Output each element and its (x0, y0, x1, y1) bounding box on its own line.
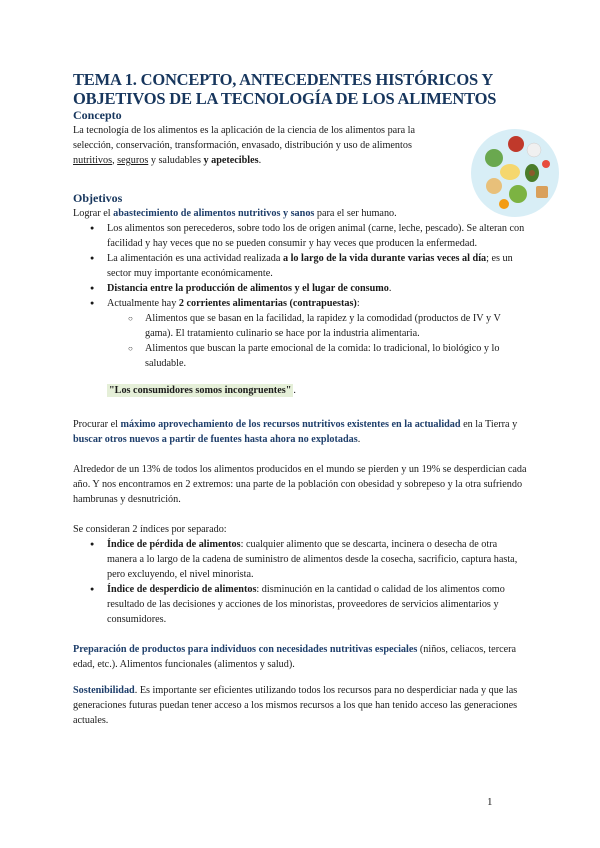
concepto-heading: Concepto (73, 108, 122, 122)
list-item: ● Actualmente hay 2 corrientes alimentarias (contrapuestas): ○ Alimentos que se basan en la facilidad, la rapidez y la comodidad (productos de IV y V gama). El tratamiento culinario se hace por la industria alimentaria. ○ Alimentos que buscan la parte emocional de la comida: lo tradicional, lo biológico y lo saludable. (73, 296, 528, 371)
document-page (73, 70, 528, 728)
list-item: ● Índice de desperdicio de alimentos: disminución en la cantidad o calidad de los alimentos como resultado de las decisiones y acciones de los minoristas, proveedores de servicios alimentarios y consumidores. (73, 582, 528, 627)
highlighted-quote: "Los consumidores somos incongruentes" (109, 385, 292, 396)
list-item: ● La alimentación es una actividad realizada a lo largo de la vida durante varias veces al día; es un sector muy importante económicamente. (73, 251, 528, 281)
sub-list (73, 311, 528, 371)
concepto-paragraph: La tecnología de los alimentos es la aplicación de la ciencia de los alimentos para la selección, conservación, transformación, envasado, distribución y uso de alimentos nutritivos, seguros y saludables y apetecibles. (73, 125, 415, 166)
objetivos-heading: Objetivos (73, 191, 123, 205)
healthy-food-plate-illustration (470, 128, 560, 218)
indices-intro: Se consideran 2 índices por separado: (73, 524, 227, 535)
list-item: ● Distancia entre la producción de alimentos y el lugar de consumo. (73, 281, 528, 296)
indices-list (73, 537, 528, 627)
list-item: ● Los alimentos son perecederos, sobre todo los de origen animal (carne, leche, pescado). Se alteran con facilidad y hay veces que no se pueden consumir y hay veces que producen la enfermedad. (73, 221, 528, 251)
document-title: TEMA 1. CONCEPTO, ANTECEDENTES HISTÓRICOS Y OBJETIVOS DE LA TECNOLOGÍA DE LOS ALIMENTOS (73, 70, 497, 108)
objetivos-list (73, 221, 528, 371)
sub-list-item: ○ Alimentos que buscan la parte emocional de la comida: lo tradicional, lo biológico y lo saludable. (73, 341, 528, 371)
page-number: 1 (487, 796, 493, 808)
sub-list-item: ○ Alimentos que se basan en la facilidad, la rapidez y la comodidad (productos de IV y V gama). El tratamiento culinario se hace por la industria alimentaria. (73, 311, 528, 341)
procurar-paragraph: Procurar el máximo aprovechamiento de los recursos nutritivos existentes en la actualidad en la Tierra y buscar otros nuevos a partir de fuentes hasta ahora no explotadas. (73, 419, 518, 445)
desperdicio-paragraph: Alrededor de un 13% de todos los alimentos producidos en el mundo se pierden y un 19% se desperdician cada año. Y nos encontramos en 2 extremos: una parte de la población con obesidad y sobrepeso y la otra sufriendo hambrunas y desnutrición. (73, 464, 527, 505)
sostenibilidad-paragraph: Sostenibilidad. Es importante ser eficientes utilizando todos los recursos para no desperdiciar nada y que las generaciones futuras puedan tener acceso a los mismos recursos a los que han tenido acceso las generaciones actuales. (73, 685, 518, 726)
preparacion-paragraph: Preparación de productos para individuos con necesidades nutritivas especiales (niños, celiacos, tercera edad, etc.). Alimentos funcionales (alimentos y salud). (73, 644, 517, 670)
objetivos-intro: Lograr el abastecimiento de alimentos nutritivos y sanos para el ser humano. (73, 208, 397, 219)
quote-line: "Los consumidores somos incongruentes" . (109, 385, 296, 396)
list-item: ● Índice de pérdida de alimentos: cualquier alimento que se descarta, incinera o desecha de otra manera a lo largo de la cadena de suministro de alimentos desde la cosecha, sacrificio, captura hasta, pero excluyendo, el nivel minorista. (73, 537, 528, 582)
